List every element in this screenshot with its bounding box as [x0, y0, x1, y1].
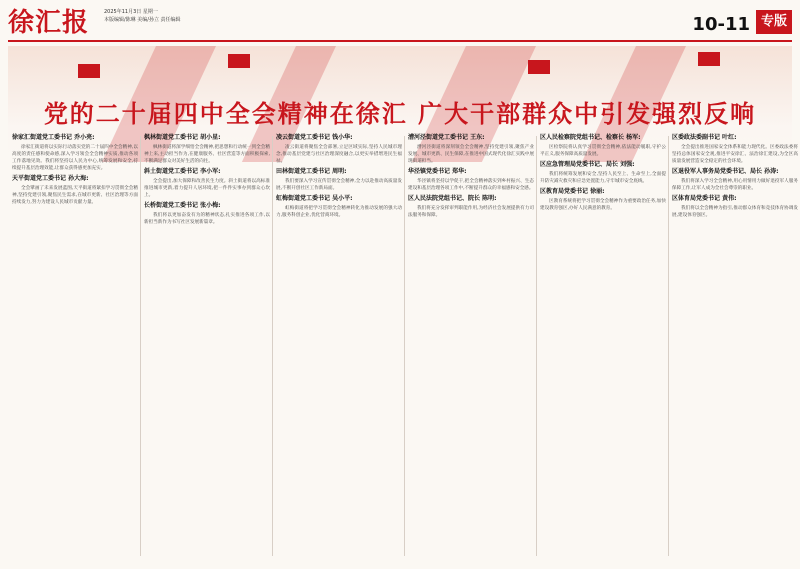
column-divider	[404, 136, 405, 556]
article-paragraph: 全会提出,加大保障和改善民生力度。斜土街道将以高标准推进城市更新,着力提升人居环境,把一件件实事办到群众心坎上。	[144, 179, 270, 198]
red-flag-icon	[228, 54, 250, 68]
masthead-rule	[8, 40, 792, 42]
article-paragraph: 凌云街道将聚焦全会部署,立足区域实际,坚持人民城市理念,推动基层党建与社区治理深度融合,以更实举措增进民生福祉。	[276, 145, 402, 164]
article-paragraph: 枫林街道将深学细悟全会精神,把思想和行动统一到全会精神上来,主动担当作为,在健康服务、社区营造等方面积极探索,不断满足群众对美好生活的向往。	[144, 145, 270, 164]
article-paragraph: 我们将以全会精神为指引,推动群众体育和竞技体育协调发展,建设体育强区。	[672, 206, 798, 218]
page-numbers: 10-11	[692, 14, 750, 35]
speaker-heading: 天平街道党工委书记 孙大海:	[12, 175, 89, 182]
column-5	[540, 132, 666, 560]
speaker-heading: 区人民法院党组书记、院长 陈明:	[408, 195, 497, 202]
newspaper-logo: 徐汇报	[8, 8, 90, 38]
speaker-heading: 区退役军人事务局党委书记、局长 孙涛:	[672, 168, 779, 175]
red-flag-icon	[698, 52, 720, 66]
column-divider	[140, 136, 141, 556]
speaker-heading: 区委政法委副书记 叶红:	[672, 134, 737, 141]
speaker-heading: 虹梅街道党工委书记 吴小平:	[276, 195, 353, 202]
article-paragraph: 区检察院将认真学习贯彻全会精神,依法能动履职,守护公平正义,服务保障高质量发展。	[540, 145, 666, 157]
speaker-heading: 区应急管理局党委书记、局长 刘强:	[540, 161, 635, 168]
masthead	[0, 0, 800, 46]
page-headline: 党的二十届四中全会精神在徐汇 广大干部群众中引发强烈反响	[43, 99, 757, 128]
issue-editors: 本版编辑/陈琳 美编/孙立 责任编辑	[104, 17, 181, 23]
speaker-heading: 华泾镇党委书记 郑华:	[408, 168, 467, 175]
article-paragraph: 漕河泾街道将深刻领会全会精神,坚持党建引领,聚焦产业发展、城市更新、民生保障,在推进中国式现代化徐汇实践中展现街道担当。	[408, 145, 534, 164]
speaker-heading: 斜土街道党工委书记 李小军:	[144, 168, 221, 175]
speaker-heading: 长桥街道党工委书记 张小梅:	[144, 202, 221, 209]
section-badge: 专版	[756, 10, 792, 34]
speaker-heading: 区人民检察院党组书记、检察长 杨军:	[540, 134, 641, 141]
article-paragraph: 华泾镇将坚持以学促干,把全会精神落实到乡村振兴、生态建设和基层治理各项工作中,不断提升群众的幸福感和安全感。	[408, 179, 534, 191]
article-paragraph: 我们将深入学习全会精神,用心用情用力做好退役军人服务保障工作,让军人成为全社会尊崇的职业。	[672, 179, 798, 191]
red-flag-icon	[528, 60, 550, 74]
column-divider	[272, 136, 273, 556]
article-paragraph: 我们要深入学习宣传贯彻全会精神,全力以赴推动高质量发展,不断开创社区工作新局面。	[276, 179, 402, 191]
column-2	[144, 132, 270, 560]
speaker-heading: 徐家汇街道党工委书记 乔小亮:	[12, 134, 95, 141]
article-paragraph: 全会提出推进国家安全体系和能力现代化。区委政法委将坚持总体国家安全观,推进平安徐汇、法治徐汇建设,为全区高质量发展营造安全稳定的社会环境。	[672, 145, 798, 164]
speaker-heading: 区体育局党委书记 黄伟:	[672, 195, 737, 202]
red-flag-icon	[78, 64, 100, 78]
article-paragraph: 我们将以更加奋发有为的精神状态,扎实推进各项工作,以新担当新作为书写社区发展新篇章。	[144, 213, 270, 225]
column-1	[12, 132, 138, 560]
speaker-heading: 凌云街道党工委书记 钱小华:	[276, 134, 353, 141]
article-paragraph: 我们将充分发挥审判职能作用,为经济社会发展提供有力司法服务和保障。	[408, 206, 534, 218]
column-divider	[668, 136, 669, 556]
article-paragraph: 区教育系统将把学习贯彻全会精神作为重要政治任务,加快建设教育强区,办好人民满意的教育。	[540, 199, 666, 211]
issue-info	[104, 8, 181, 24]
article-paragraph: 我们将统筹发展和安全,坚持人民至上、生命至上,全面提升防灾减灾救灾和应急处置能力,守牢城市安全底线。	[540, 172, 666, 184]
speaker-heading: 漕河泾街道党工委书记 王东:	[408, 134, 485, 141]
article-paragraph: 全会擘画了未来发展蓝图,天平街道将紧扣学习贯彻全会精神,坚持党建引领,聚焦民生需求,在城市更新、社区治理等方面持续发力,努力为建设人民城市贡献力量。	[12, 186, 138, 205]
speaker-heading: 区教育局党委书记 徐丽:	[540, 188, 605, 195]
issue-date: 2025年11月3日 星期一	[104, 9, 158, 15]
article-paragraph: 徐家汇街道将以实际行动落实党的二十届四中全会精神,以高度的责任感和使命感,深入学习领会全会精神实质,推动各项工作落地见效。我们将坚持以人民为中心,统筹发展和安全,持续提升基层治理效能,让群众获得感更加充实。	[12, 145, 138, 171]
article-paragraph: 虹梅街道将把学习贯彻全会精神转化为推动发展的强大动力,服务科创企业,优化营商环境。	[276, 206, 402, 218]
column-3	[276, 132, 402, 560]
speaker-heading: 枫林街道党工委书记 胡小星:	[144, 134, 221, 141]
speaker-heading: 田林街道党工委书记 周明:	[276, 168, 347, 175]
column-divider	[536, 136, 537, 556]
column-6	[672, 132, 798, 560]
column-4	[408, 132, 534, 560]
